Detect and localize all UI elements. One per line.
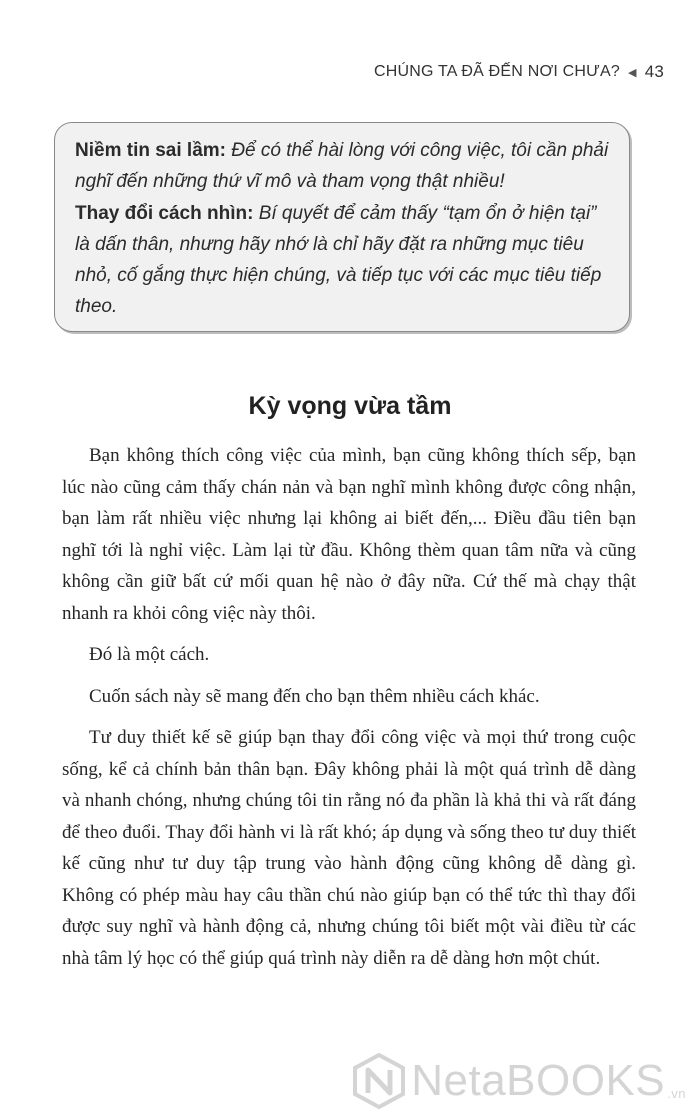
publisher-watermark bbox=[353, 1053, 686, 1109]
paragraph: Tư duy thiết kế sẽ giúp bạn thay đổi công việc và mọi thứ trong cuộc sống, kể cả chính bản thân bạn. Đây không phải là một quá trình dễ dàng và nhanh chóng, nhưng chúng tôi tin rằng nó đa phần là khả thi và rất đáng để theo đuổi. Thay đổi hành vi là rất khó; áp dụng và sống theo tư duy thiết kế cũng như tư duy tập trung vào hành động cũng không dễ dàng gì. Không có phép màu hay câu thần chú nào giúp bạn có thể tức thì thay đổi được suy nghĩ và hành động cả, nhưng chúng tôi biết một vài điều từ các nhà tâm lý học có thể giúp quá trình này diễn ra dễ dàng hơn một chút. bbox=[62, 727, 636, 969]
section-title: Kỳ vọng vừa tầm bbox=[248, 392, 452, 420]
false-belief bbox=[75, 135, 611, 197]
page-number: 43 bbox=[644, 62, 664, 81]
paragraph: Đó là một cách. bbox=[89, 644, 210, 665]
callout-box bbox=[54, 122, 630, 332]
reframe-text: Bí quyết để cảm thấy “tạm ổn ở hiện tại” là dấn thân, nhưng hãy nhớ là chỉ hãy đặt ra những mục tiêu nhỏ, cố gắng thực hiện chúng, và tiếp tục với các mục tiêu tiếp theo. bbox=[75, 203, 602, 317]
paragraph: Cuốn sách này sẽ mang đến cho bạn thêm nhiều cách khác. bbox=[89, 685, 540, 707]
triangle-left-icon: ◀ bbox=[628, 66, 637, 79]
reframe-label: Thay đổi cách nhìn: bbox=[75, 203, 254, 224]
reframe bbox=[75, 198, 611, 322]
watermark-brand: NetaBOOKS bbox=[411, 1056, 666, 1105]
chapter-title: CHÚNG TA ĐÃ ĐẾN NƠI CHƯA? bbox=[373, 63, 621, 80]
false-belief-text: Để có thể hài lòng với công việc, tôi cần phải nghĩ đến những thứ vĩ mô và tham vọng thật nhiều! bbox=[75, 140, 609, 192]
running-header bbox=[374, 62, 664, 82]
watermark-suffix: .vn bbox=[667, 1086, 686, 1101]
n-logo-icon bbox=[353, 1053, 405, 1109]
false-belief-label: Niềm tin sai lầm: bbox=[75, 140, 226, 161]
body-text bbox=[62, 440, 636, 984]
paragraph: Bạn không thích công việc của mình, bạn cũng không thích sếp, bạn lúc nào cũng cảm thấy chán nản và bạn nghĩ mình không được công nhận, bạn làm rất nhiều việc nhưng lại không ai biết đến,... Điều đầu tiên bạn nghĩ tới là nghỉ việc. Làm lại từ đầu. Không thèm quan tâm nữa và cũng không cần giữ bất cứ mối quan hệ nào ở đây nữa. Cứ thế mà chạy thật nhanh ra khỏi công việc này thôi. bbox=[62, 445, 636, 624]
